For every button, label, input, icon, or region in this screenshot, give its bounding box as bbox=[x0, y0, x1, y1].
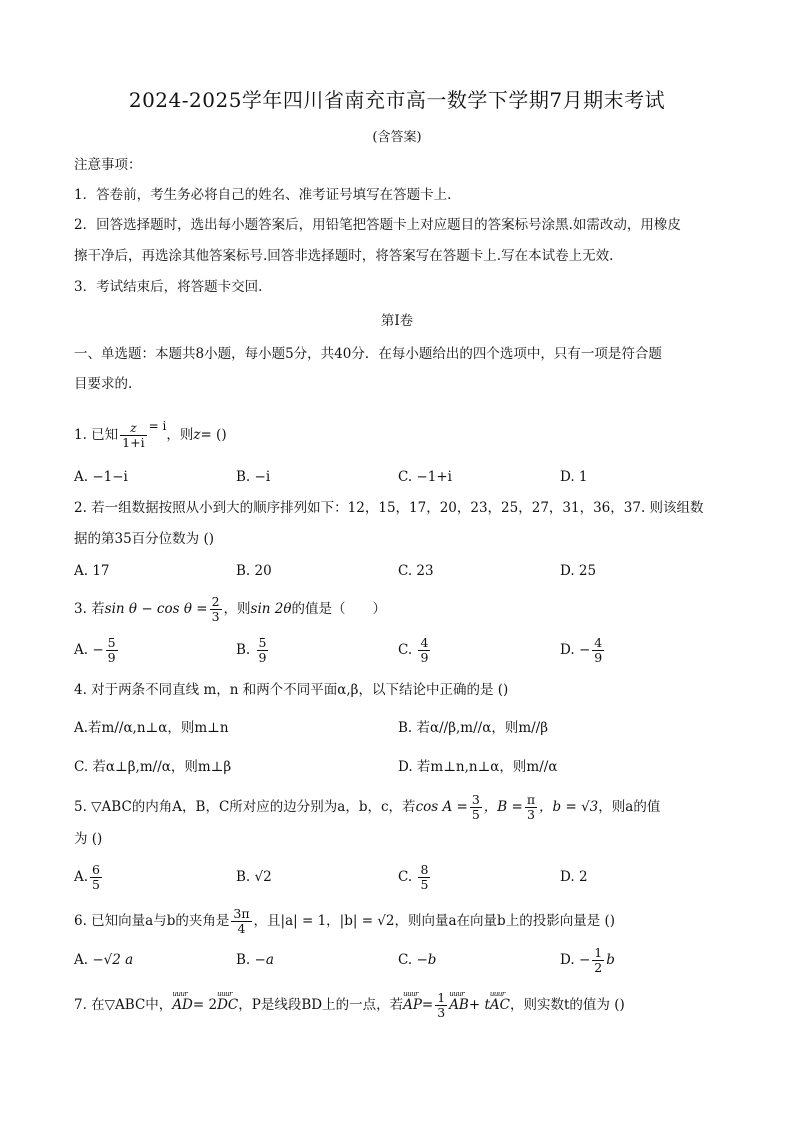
q3-option-b[interactable]: B. $\frac{5}{9}$ bbox=[236, 635, 267, 665]
q6-option-d[interactable]: D. − $\frac{1}{2}$ b bbox=[560, 945, 615, 975]
question-5: 5. ▽ABC的内角A，B，C所对应的边分别为a，b，c，若cos A = $\frac{3}{5}$ ，B = $\frac{\pi}{3}$ ，b = √3，则a的值 bbox=[74, 792, 661, 822]
part-heading: 第Ⅰ卷 bbox=[380, 313, 414, 329]
q2-option-b[interactable]: B. 20 bbox=[236, 563, 272, 579]
q5-option-c[interactable]: C. $\frac{8}{5}$ bbox=[398, 862, 429, 892]
q6-option-b[interactable]: B. −a bbox=[236, 952, 274, 968]
q3-option-a[interactable]: A. − $\frac{5}{9}$ bbox=[74, 635, 116, 665]
question-6: 6. 已知向量a与b的夹角是 $\frac{3\pi}{4}$ ，且|a| = 1，|b| = √2，则向量a在向量b上的投影向量是 () bbox=[74, 906, 616, 936]
vector-ap: uuur AP bbox=[403, 988, 422, 1022]
q4-option-b[interactable]: B. 若α//β,m//α，则m//β bbox=[398, 720, 549, 736]
question-5-cont: 为 () bbox=[74, 831, 103, 847]
q5-option-b[interactable]: B. √2 bbox=[236, 869, 272, 885]
q1-fraction: $\frac{z}{1+i}$ bbox=[122, 420, 145, 450]
q1-suffix: ，则 bbox=[166, 427, 194, 443]
question-3: 3. 若sin θ − cos θ = $\frac{2}{3}$ ，则sin 2θ的值是（ ） bbox=[74, 594, 386, 624]
q6-option-c[interactable]: C. −b bbox=[398, 952, 437, 968]
q2-option-a[interactable]: A. 17 bbox=[74, 563, 110, 579]
exam-subtitle: (含答案) bbox=[372, 130, 422, 145]
note-item-3: 3．考试结束后，将答题卡交回. bbox=[74, 279, 263, 295]
q3-expression: sin θ − cos θ = bbox=[104, 601, 208, 617]
q2-option-c[interactable]: C. 23 bbox=[398, 563, 434, 579]
q4-option-d[interactable]: D. 若m⊥n,n⊥α，则m//α bbox=[398, 759, 558, 775]
q5-option-d[interactable]: D. 2 bbox=[560, 869, 588, 885]
question-1 bbox=[74, 418, 724, 452]
q1-z: z bbox=[193, 427, 201, 443]
q6-option-a[interactable]: A. −√2 a bbox=[74, 952, 134, 968]
q1-option-a[interactable]: A. −1−i bbox=[74, 469, 128, 485]
q1-prefix: 1. 已知 bbox=[74, 427, 119, 443]
q3-fraction: $\frac{2}{3}$ bbox=[211, 594, 220, 624]
q1-frac-rhs: = i bbox=[148, 419, 167, 433]
q3-option-d[interactable]: D. − $\frac{4}{9}$ bbox=[560, 635, 603, 665]
q1-option-b[interactable]: B. −i bbox=[236, 469, 271, 485]
q4-option-a[interactable]: A.若m//α,n⊥α，则m⊥n bbox=[74, 720, 229, 736]
q1-tail: = () bbox=[200, 427, 227, 443]
vector-ad: uuur AD bbox=[172, 988, 193, 1022]
q3-option-c[interactable]: C. $\frac{4}{9}$ bbox=[398, 635, 429, 665]
section-heading: 一、单选题：本题共8小题，每小题5分，共40分．在每小题给出的四个选项中，只有一项是符合题 bbox=[74, 346, 662, 362]
exam-title: 2024-2025学年四川省南充市高一数学下学期7月期末考试 bbox=[128, 88, 666, 112]
q5-option-a[interactable]: A. $\frac{6}{5}$ bbox=[74, 862, 100, 892]
note-item-2-cont: 擦干净后，再选涂其他答案标号.回答非选择题时，将答案写在答题卡上.写在本试卷上无效. bbox=[74, 248, 614, 264]
notes-heading: 注意事项： bbox=[74, 157, 142, 173]
question-7: 7. 在▽ABC中，uuur AD= 2uuur DC，P是线段BD上的一点，若uuur AP= $\frac{1}{3}$ uuur AB+ tuuur AC，则实数t的值为 () bbox=[74, 988, 724, 1022]
vector-dc: uuur DC bbox=[217, 988, 238, 1022]
question-2: 2. 若一组数据按照从小到大的顺序排列如下：12，15，17，20，23，25，27，31，36，37. 则该组数 bbox=[74, 500, 704, 516]
note-item-1: 1．答卷前，考生务必将自己的姓名、准考证号填写在答题卡上. bbox=[74, 187, 452, 203]
vector-ab: uuur AB bbox=[449, 988, 469, 1022]
q1-option-c[interactable]: C. −1+i bbox=[398, 469, 452, 485]
q1-option-d[interactable]: D. 1 bbox=[560, 469, 588, 485]
note-item-2: 2．回答选择题时，选出每小题答案后，用铅笔把答题卡上对应题目的答案标号涂黑.如需改动，用橡皮 bbox=[74, 217, 681, 233]
question-2-cont: 据的第35百分位数为 () bbox=[74, 531, 215, 547]
question-4: 4. 对于两条不同直线 m，n 和两个不同平面α,β，以下结论中正确的是 () bbox=[74, 682, 509, 698]
q2-option-d[interactable]: D. 25 bbox=[560, 563, 597, 579]
vector-ac: uuur AC bbox=[490, 988, 510, 1022]
section-heading-cont: 目要求的. bbox=[74, 376, 133, 392]
q4-option-c[interactable]: C. 若α⊥β,m//α，则m⊥β bbox=[74, 759, 232, 775]
